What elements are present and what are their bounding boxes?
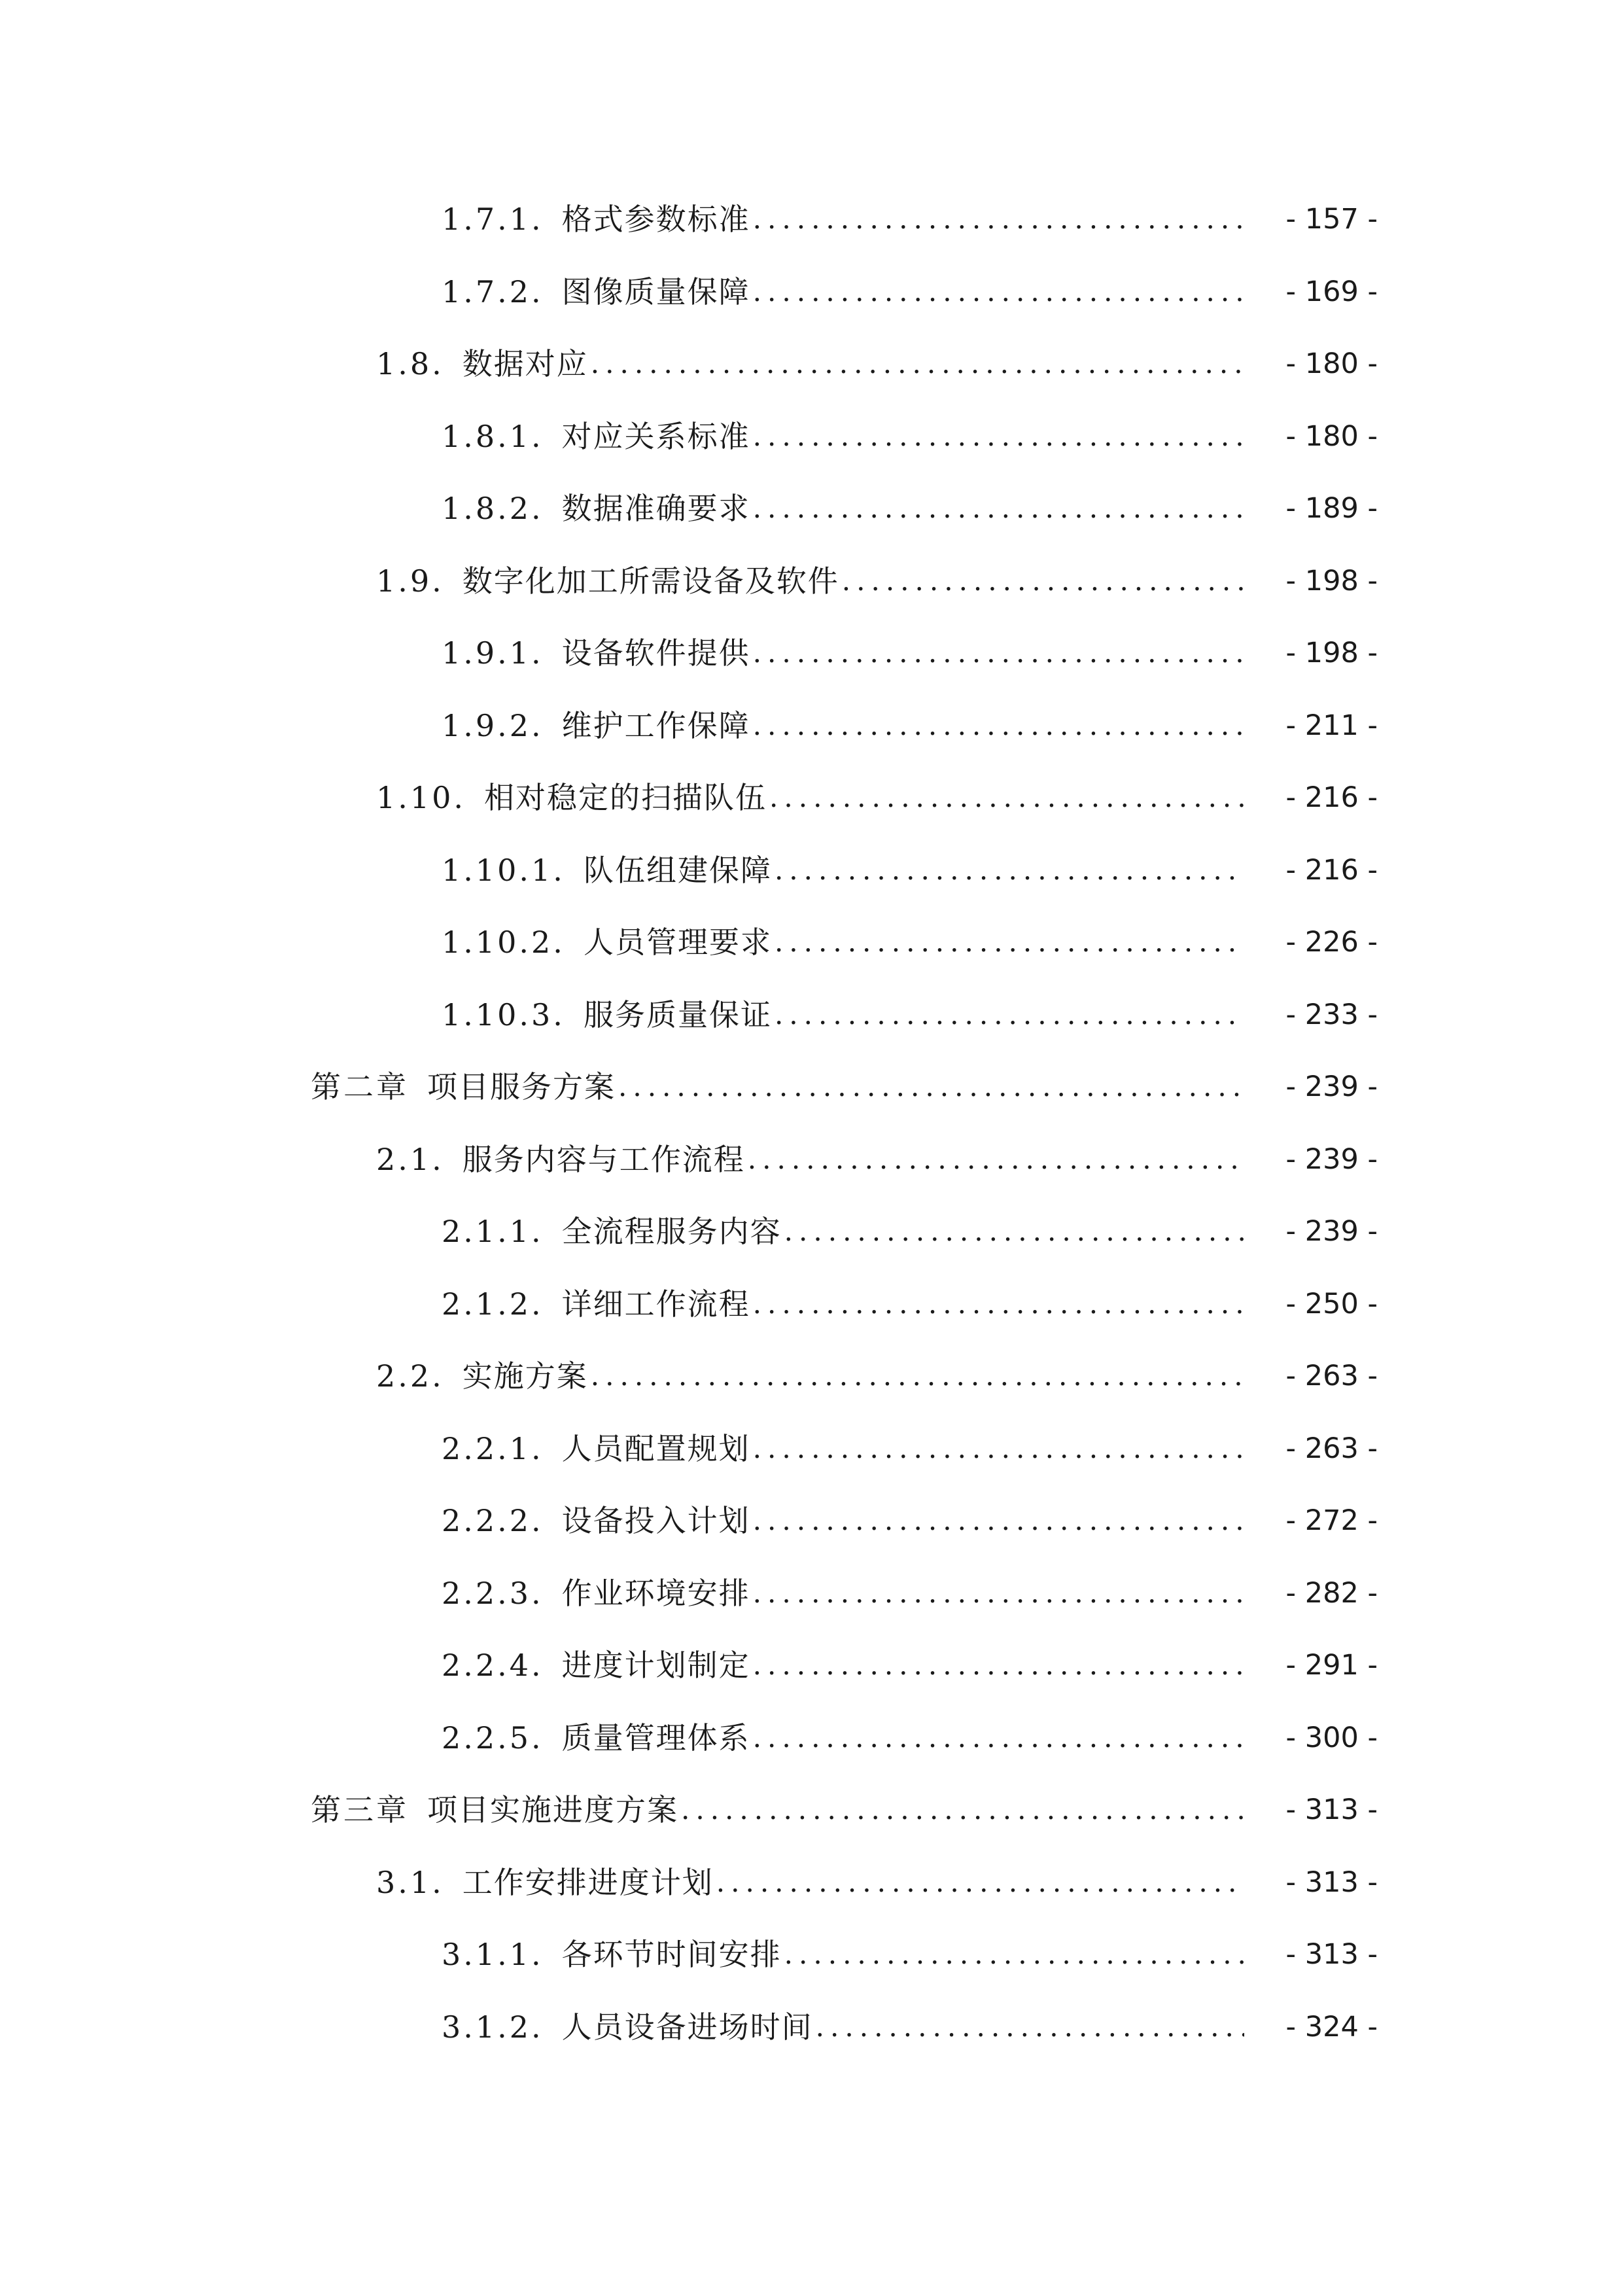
toc-entry[interactable] [376, 341, 1378, 387]
toc-entry-title: 队伍组建保障 [583, 852, 772, 888]
toc-entry-page-number: - 216 - [1285, 781, 1378, 814]
toc-entry-title: 对应关系标准 [561, 418, 750, 454]
toc-entry-page-number: - 239 - [1285, 1142, 1378, 1176]
toc-entry-page-number: - 313 - [1285, 1938, 1378, 1971]
toc-dot-leader [753, 703, 1244, 749]
toc-entry-page-number: - 239 - [1285, 1070, 1378, 1103]
toc-entry-number: 3.1. [376, 1864, 444, 1900]
toc-entry[interactable] [442, 1498, 1378, 1544]
toc-entry-page-number: - 226 - [1285, 926, 1378, 959]
toc-entry[interactable] [442, 1715, 1378, 1761]
toc-dot-leader [753, 1570, 1244, 1616]
toc-entry-title: 数字化加工所需设备及软件 [462, 563, 839, 599]
toc-entry[interactable] [376, 1137, 1378, 1182]
toc-dot-leader [753, 1498, 1244, 1544]
toc-entry-page-number: - 157 - [1285, 203, 1378, 236]
toc-entry-page-number: - 169 - [1285, 275, 1378, 308]
toc-dot-leader [591, 1353, 1244, 1399]
toc-entry-number: 2.2.2. [442, 1503, 544, 1538]
toc-dot-leader [775, 847, 1244, 893]
toc-entry[interactable] [311, 1064, 1378, 1110]
toc-entry-page-number: - 300 - [1285, 1721, 1378, 1754]
toc-entry-number: 3.1.1. [442, 1937, 544, 1972]
toc-entry-title: 各环节时间安排 [561, 1937, 782, 1972]
toc-entry-number: 第三章 [311, 1792, 409, 1828]
toc-entry[interactable] [442, 1642, 1378, 1688]
toc-dot-leader [784, 1932, 1244, 1977]
toc-entry-number: 1.9.1. [442, 635, 544, 671]
toc-entry-number: 第二章 [311, 1069, 409, 1104]
toc-entry-page-number: - 282 - [1285, 1576, 1378, 1610]
toc-entry[interactable] [442, 992, 1378, 1038]
toc-entry[interactable] [442, 2004, 1378, 2050]
toc-entry-page-number: - 272 - [1285, 1504, 1378, 1537]
toc-entry-title: 格式参数标准 [561, 202, 750, 237]
toc-entry-page-number: - 263 - [1285, 1360, 1378, 1392]
toc-entry-number: 1.10.3. [442, 997, 565, 1033]
toc-entry-page-number: - 180 - [1285, 419, 1378, 453]
toc-entry-page-number: - 263 - [1285, 1432, 1378, 1465]
toc-entry-page-number: - 189 - [1285, 492, 1378, 525]
toc-entry-page-number: - 198 - [1285, 564, 1378, 597]
toc-dot-leader [753, 1426, 1244, 1472]
toc-entry[interactable] [442, 196, 1378, 242]
toc-dot-leader [753, 1642, 1244, 1688]
toc-dot-leader [753, 1715, 1244, 1761]
toc-entry-title: 服务内容与工作流程 [462, 1141, 745, 1177]
toc-entry-title: 人员配置规划 [561, 1430, 750, 1466]
toc-dot-leader [775, 992, 1244, 1038]
toc-entry-title: 质量管理体系 [561, 1720, 750, 1756]
toc-entry-page-number: - 211 - [1285, 709, 1378, 742]
toc-dot-leader [753, 486, 1244, 531]
toc-entry-title: 设备投入计划 [561, 1503, 750, 1538]
toc-entry-number: 1.8. [376, 346, 444, 381]
toc-entry[interactable] [376, 775, 1378, 821]
toc-entry[interactable] [442, 1426, 1378, 1472]
toc-entry[interactable] [376, 1353, 1378, 1399]
toc-entry-number: 1.10.1. [442, 852, 565, 888]
toc-entry-number: 1.8.1. [442, 418, 544, 454]
toc-dot-leader [775, 919, 1244, 965]
toc-entry[interactable] [442, 847, 1378, 893]
toc-entry-number: 3.1.2. [442, 2009, 544, 2045]
toc-entry-page-number: - 233 - [1285, 998, 1378, 1031]
toc-entry[interactable] [442, 703, 1378, 749]
toc-dot-leader [618, 1064, 1244, 1110]
toc-entry-page-number: - 180 - [1285, 347, 1378, 380]
toc-entry-title: 数据准确要求 [561, 491, 750, 526]
toc-entry-title: 工作安排进度计划 [462, 1864, 714, 1900]
toc-entry[interactable] [442, 630, 1378, 676]
toc-entry[interactable] [311, 1787, 1378, 1833]
toc-entry[interactable] [442, 1570, 1378, 1616]
toc-entry-title: 项目服务方案 [427, 1069, 616, 1104]
toc-entry-number: 1.7.1. [442, 202, 544, 237]
toc-entry[interactable] [376, 558, 1378, 604]
toc-entry-page-number: - 250 - [1285, 1287, 1378, 1320]
toc-dot-leader [681, 1787, 1244, 1833]
toc-dot-leader [753, 630, 1244, 676]
toc-entry-title: 实施方案 [462, 1358, 588, 1394]
toc-entry-number: 2.1.2. [442, 1286, 544, 1322]
toc-entry-title: 相对稳定的扫描队伍 [484, 780, 767, 815]
toc-entry[interactable] [442, 919, 1378, 965]
toc-entry-page-number: - 291 - [1285, 1649, 1378, 1682]
toc-entry-page-number: - 198 - [1285, 637, 1378, 669]
toc-entry-title: 人员设备进场时间 [561, 2009, 813, 2045]
toc-entry-number: 1.10. [376, 780, 466, 815]
toc-entry-title: 人员管理要求 [583, 925, 772, 960]
toc-dot-leader [748, 1137, 1244, 1182]
toc-entry-title: 设备软件提供 [561, 635, 750, 671]
toc-dot-leader [784, 1209, 1244, 1254]
toc-entry-page-number: - 324 - [1285, 2010, 1378, 2043]
toc-entry-title: 图像质量保障 [561, 274, 750, 309]
toc-entry[interactable] [442, 1209, 1378, 1254]
toc-dot-leader [753, 269, 1244, 315]
toc-entry-number: 1.8.2. [442, 491, 544, 526]
toc-entry-page-number: - 313 - [1285, 1793, 1378, 1826]
toc-entry-number: 1.7.2. [442, 274, 544, 309]
toc-dot-leader [842, 558, 1244, 604]
toc-entry-number: 2.2. [376, 1358, 444, 1394]
toc-entry-number: 1.9. [376, 563, 444, 599]
toc-entry-page-number: - 313 - [1285, 1865, 1378, 1899]
toc-entry-page-number: - 239 - [1285, 1215, 1378, 1248]
toc-entry[interactable] [442, 1932, 1378, 1977]
toc-entry-number: 2.1. [376, 1141, 444, 1177]
toc-entry-number: 1.10.2. [442, 925, 565, 960]
toc-entry-title: 服务质量保证 [583, 997, 772, 1033]
toc-dot-leader [753, 1281, 1244, 1327]
toc-entry-number: 2.2.1. [442, 1430, 544, 1466]
toc-entry-title: 作业环境安排 [561, 1575, 750, 1611]
toc-entry-number: 2.2.5. [442, 1720, 544, 1756]
toc-entry[interactable] [442, 414, 1378, 459]
toc-entry-title: 进度计划制定 [561, 1648, 750, 1683]
toc-entry-title: 数据对应 [462, 346, 588, 381]
toc-entry-title: 详细工作流程 [561, 1286, 750, 1322]
toc-entry-title: 全流程服务内容 [561, 1214, 782, 1249]
toc-entry[interactable] [442, 486, 1378, 531]
toc-entry[interactable] [376, 1860, 1378, 1905]
toc-entry-number: 2.1.1. [442, 1214, 544, 1249]
toc-entry-number: 2.2.4. [442, 1648, 544, 1683]
toc-entry-title: 维护工作保障 [561, 707, 750, 743]
toc-dot-leader [816, 2004, 1244, 2050]
toc-dot-leader [753, 414, 1244, 459]
toc-dot-leader [716, 1860, 1244, 1905]
toc-entry[interactable] [442, 1281, 1378, 1327]
toc-entry-number: 1.9.2. [442, 707, 544, 743]
toc-entry-title: 项目实施进度方案 [427, 1792, 678, 1828]
toc-entry[interactable] [442, 269, 1378, 315]
toc-entry-number: 2.2.3. [442, 1575, 544, 1611]
toc-dot-leader [769, 775, 1244, 821]
toc-entry-page-number: - 216 - [1285, 853, 1378, 887]
toc-dot-leader [753, 196, 1244, 242]
toc-dot-leader [591, 341, 1244, 387]
